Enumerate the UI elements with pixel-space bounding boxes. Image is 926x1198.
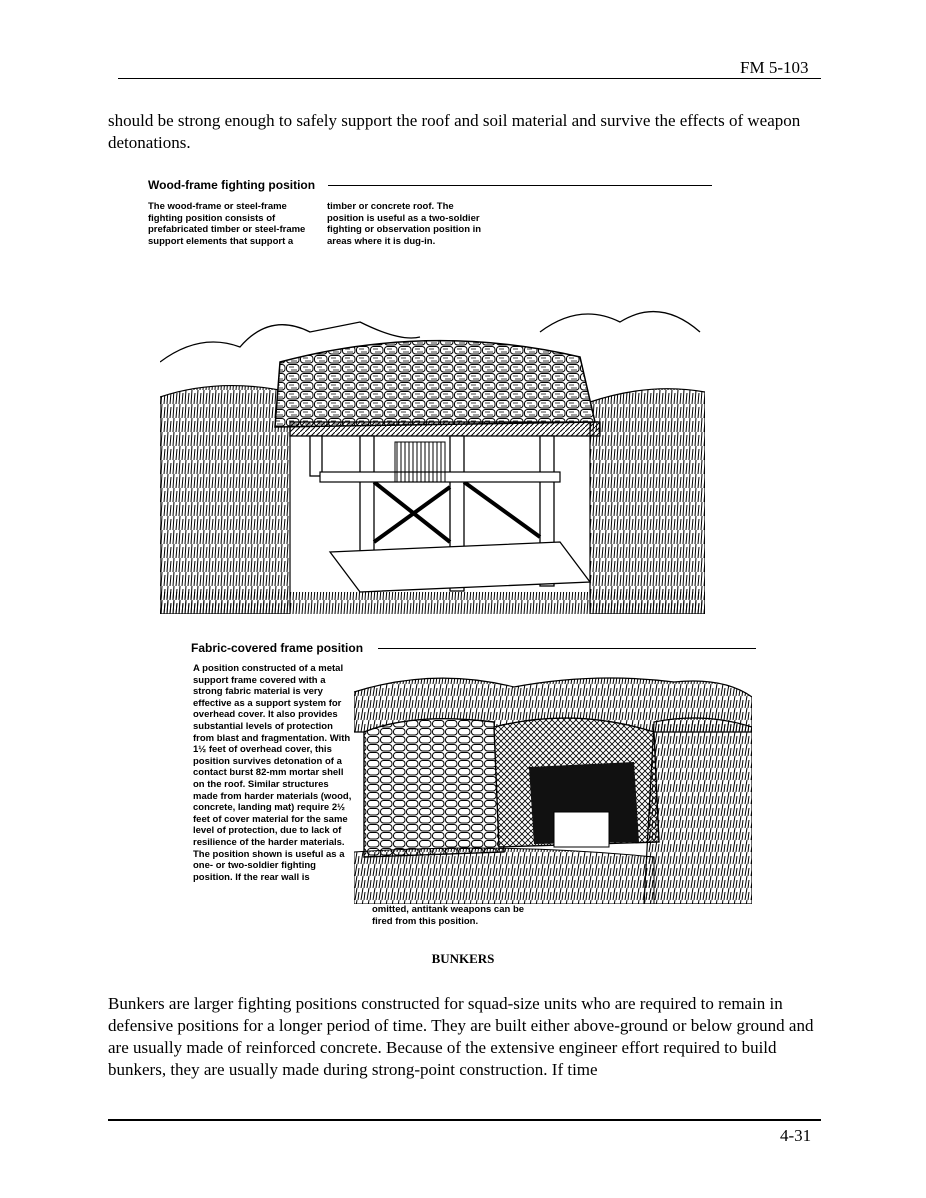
figure-caption-rule bbox=[328, 185, 712, 186]
figure-description-column-2: omitted, antitank weapons can be fired from this position. bbox=[372, 904, 525, 927]
body-paragraph-top: should be strong enough to safely support the roof and soil material and survive the effects of weapon detonations. bbox=[108, 111, 801, 152]
figure-caption-wood-frame: Wood-frame fighting position bbox=[148, 178, 316, 192]
fabric-covered-frame-position-illustration bbox=[354, 672, 752, 904]
footer-rule bbox=[108, 1119, 821, 1121]
figure-description-column-1: The wood-frame or steel-frame fighting position consists of prefabricated timber or steel-frame support elements that support a bbox=[148, 201, 306, 247]
figure-caption-rule bbox=[378, 648, 756, 649]
wood-frame-fighting-position-illustration bbox=[160, 292, 705, 614]
figure-description-column-2: timber or concrete roof. The position is useful as a two-soldier fighting or observation position in areas where it is dug-in. bbox=[327, 201, 482, 247]
header-rule bbox=[118, 78, 821, 79]
running-header: FM 5-103 bbox=[740, 58, 809, 77]
figure-caption-fabric-covered: Fabric-covered frame position bbox=[191, 641, 364, 655]
section-heading: BUNKERS bbox=[431, 951, 495, 966]
page-number: 4-31 bbox=[780, 1126, 812, 1145]
figure-description-column-1: A position constructed of a metal support frame covered with a strong fabric material is very effective as a support system for overhead cover. It also provides substantial levels of protection from blast and fragmentation. With 1½ feet of overhead cover, this position survives detonation of a contact burst 82-mm mortar shell on the roof. Similar structures made from harder materials (wood, concrete, landing mat) require 2½ feet of cover material for the same level of protection, due to lack of resilience of the harder materials. The position shown is useful as a one- or two-soldier fighting position. If the rear wall is bbox=[193, 663, 352, 883]
body-paragraph-bottom: Bunkers are larger fighting positions constructed for squad-size units who are required to remain in defensive positions for a longer period of time. They are built either above-ground or below ground and are usually made of reinforced concrete. Because of the extensive engineer effort required to build bunkers, they are usually made during strong-point construction. If time bbox=[108, 994, 814, 1079]
